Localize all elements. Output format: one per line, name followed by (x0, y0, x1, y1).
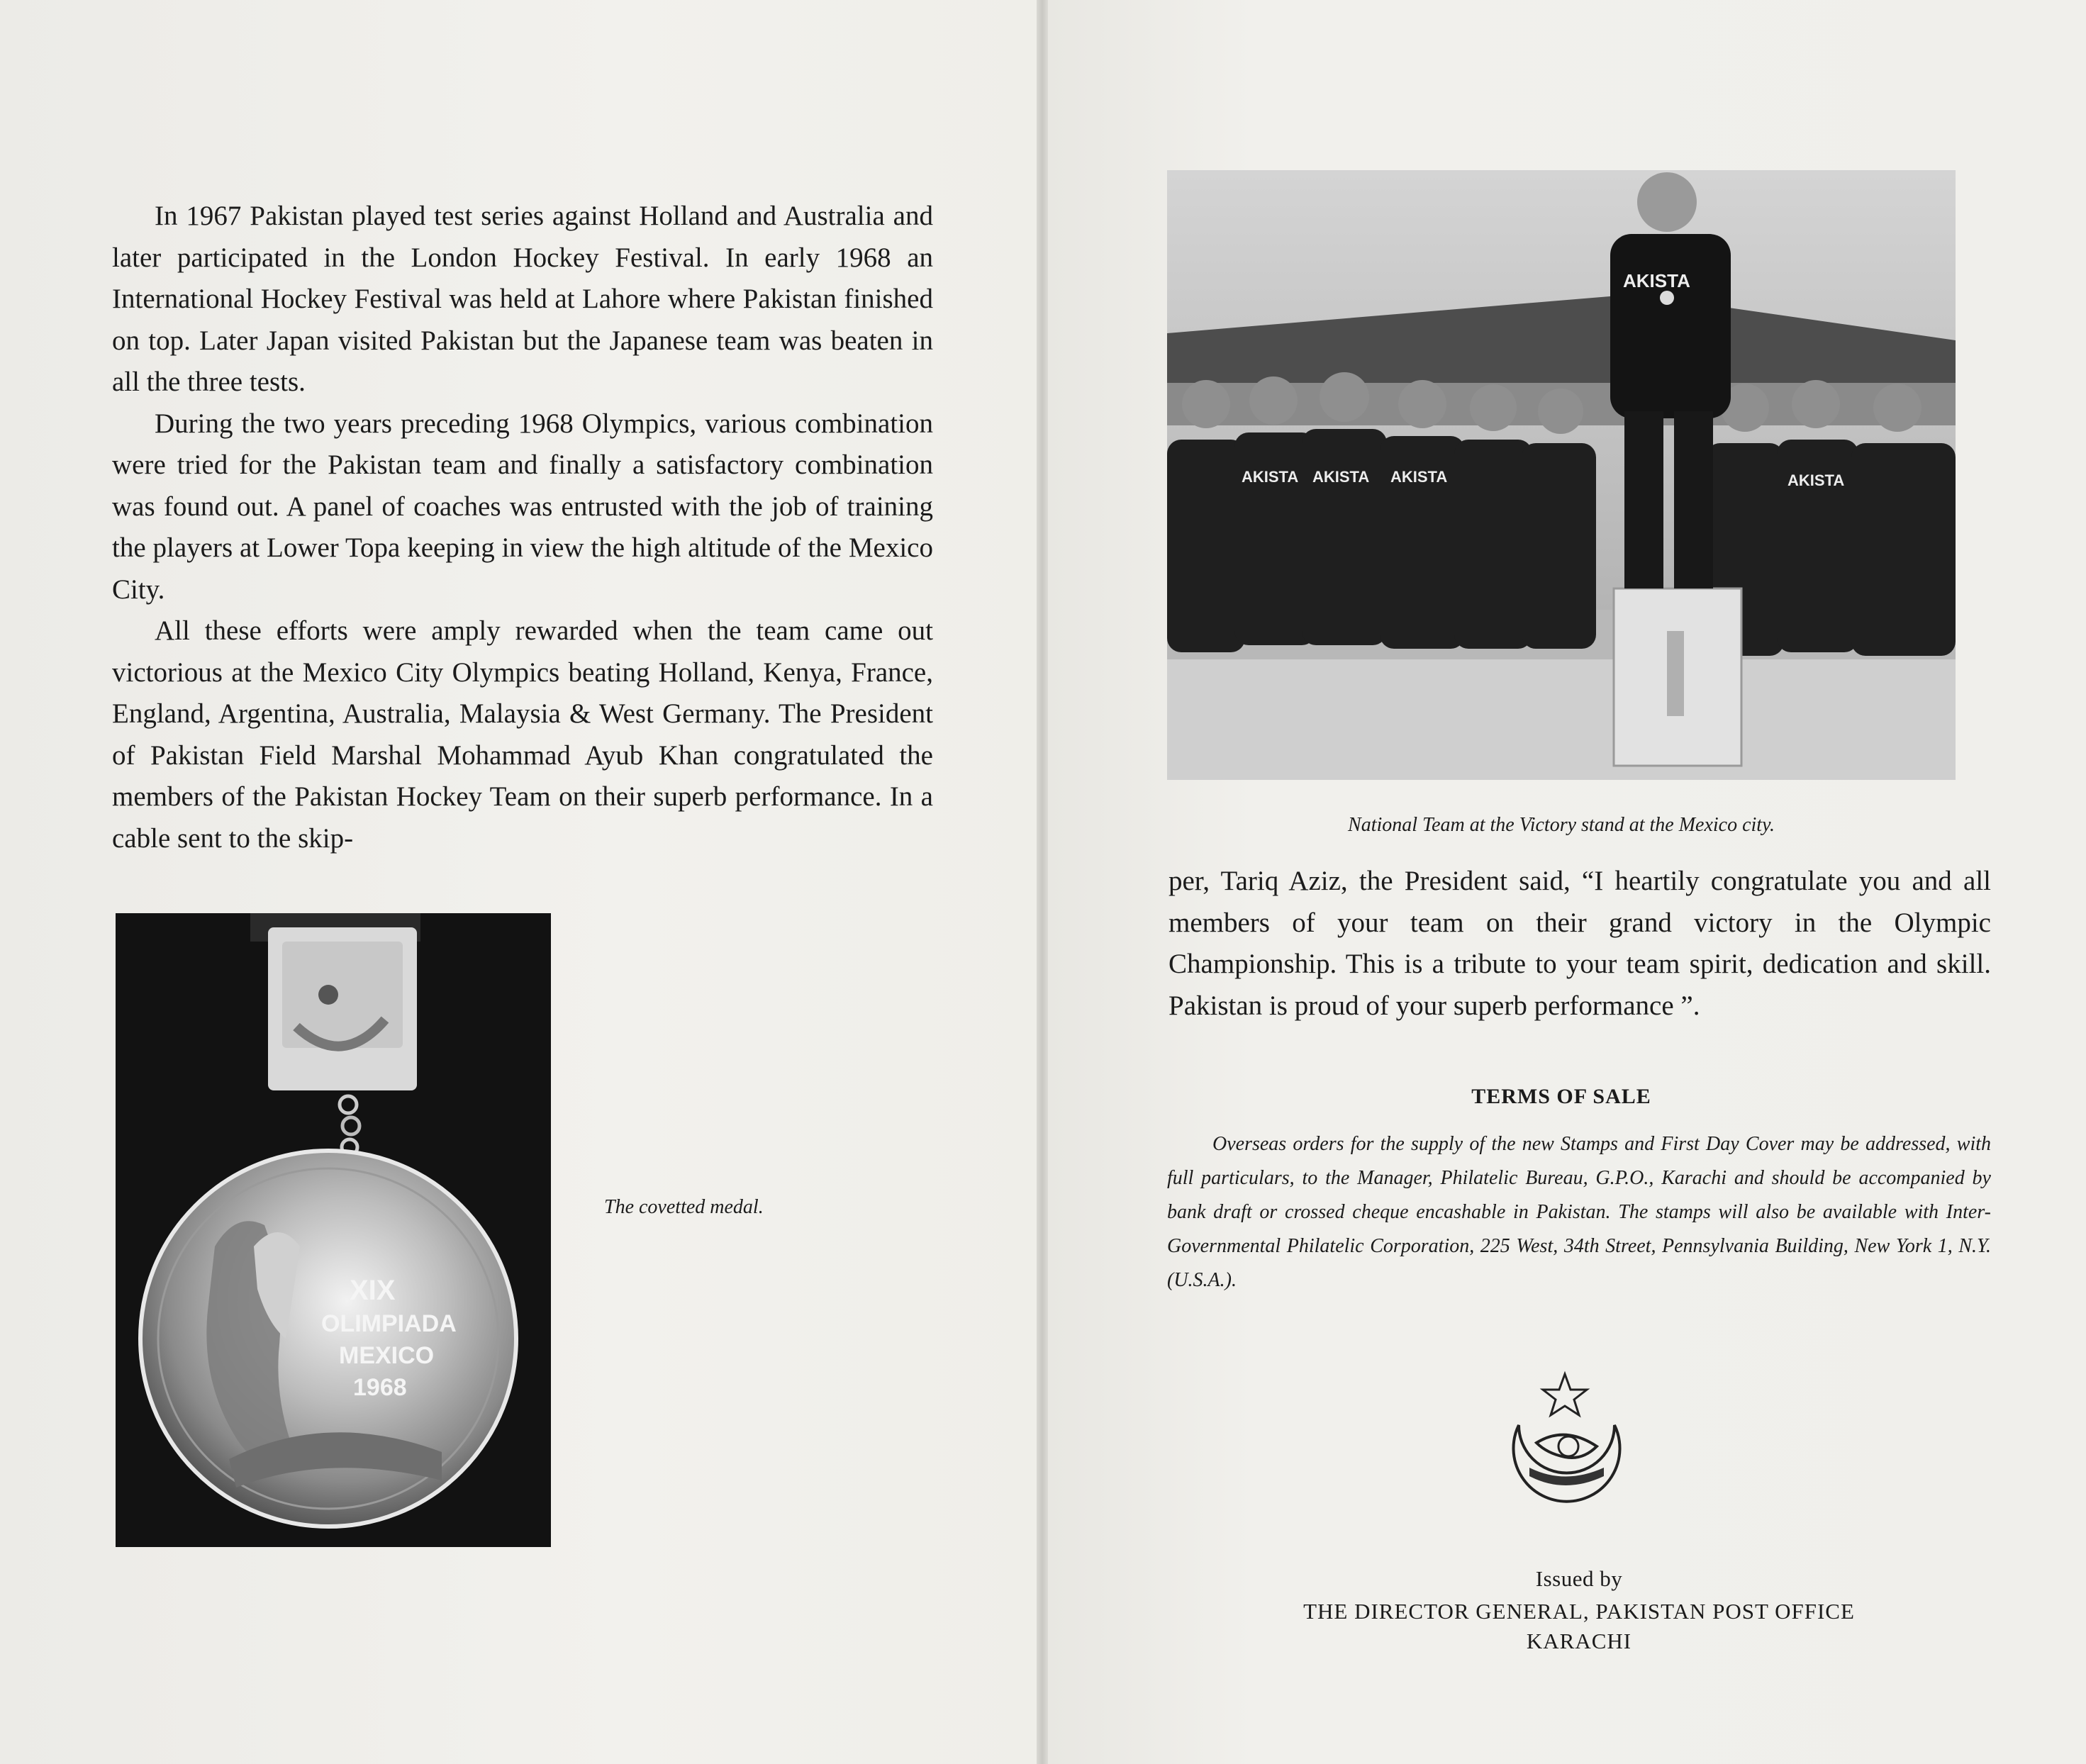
issuer-city: KARACHI (1526, 1629, 1632, 1653)
jersey-text: AKISTA (1312, 468, 1370, 486)
jersey-text: AKISTA (1787, 471, 1845, 489)
paragraph-preparation: During the two years preceding 1968 Olympics, various combination were tried for the Pakistan team and finally a satisfactory combination was found out. A panel of coaches was entrusted with the job of training the players at Lower Topa keeping in view the high altitude of the Mexico City. (112, 408, 933, 605)
issuer-name: THE DIRECTOR GENERAL, PAKISTAN POST OFFICE (1303, 1599, 1855, 1624)
terms-of-sale-heading: TERMS OF SALE (1471, 1085, 1651, 1108)
medal-text-year: 1968 (353, 1374, 407, 1401)
team-photo (1167, 170, 1956, 780)
medal-text-mexico: MEXICO (339, 1342, 435, 1369)
pakistan-post-emblem-icon (1497, 1368, 1632, 1510)
paragraph-victory: All these efforts were amply rewarded when the team came out victorious at the Mexico City Olympics beating Holland, Kenya, France, England, Argentina, Australia, Malaysia & West Germany. The President of Pakistan Field Marshal Mohammad Ayub Khan congratulated the members of the Pakistan Hockey Team on their superb performance. In a cable sent to the skip- (112, 615, 933, 854)
athlete-jersey-text: AKISTA (1623, 270, 1690, 291)
page-fold (1037, 0, 1048, 1764)
jersey-text: AKISTA (1242, 468, 1299, 486)
medal-photo (116, 913, 551, 1547)
left-page-text (112, 196, 933, 859)
medal-caption: The covetted medal. (604, 1196, 764, 1218)
medal-text-xix: XIX (350, 1275, 396, 1306)
issued-by-label: Issued by (1535, 1566, 1623, 1591)
medal-image (116, 913, 551, 1547)
terms-of-sale-text: Overseas orders for the supply of the new Stamps and First Day Cover may be addressed, with full particulars, to the Manager, Philatelic Bureau, G.P.O., Karachi and should be accompanied by bank draft or crossed cheque encashable in Pakistan. The stamps will also be available with Inter-Governmental Philatelic Corporation, 225 West, 34th Street, Pennsylvania Building, New York 1, N.Y. (U.S.A.). (1167, 1133, 1991, 1291)
paragraph-1967-series: In 1967 Pakistan played test series against Holland and Australia and later participated in the London Hockey Festival. In early 1968 an International Hockey Festival was held at Lahore where Pakistan finished on top. Later Japan visited Pakistan but the Japanese team was beaten in all the three tests. (112, 201, 933, 397)
paragraph-president-message: per, Tariq Aziz, the President said, “I heartily congratulate you and all members of your team on their grand victory in the Olympic Championship. This is a tribute to your team spirit, dedication and skill. Pakistan is proud of your superb performance ”. (1169, 866, 1991, 1021)
terms-of-sale-body (1167, 1127, 1991, 1297)
right-page-text (1169, 861, 1991, 1027)
jersey-text: AKISTA (1390, 468, 1448, 486)
team-caption: National Team at the Victory stand at the Mexico city. (1348, 814, 1775, 836)
medal-text-olimpiada: OLIMPIADA (321, 1310, 457, 1337)
team-image (1167, 170, 1956, 780)
